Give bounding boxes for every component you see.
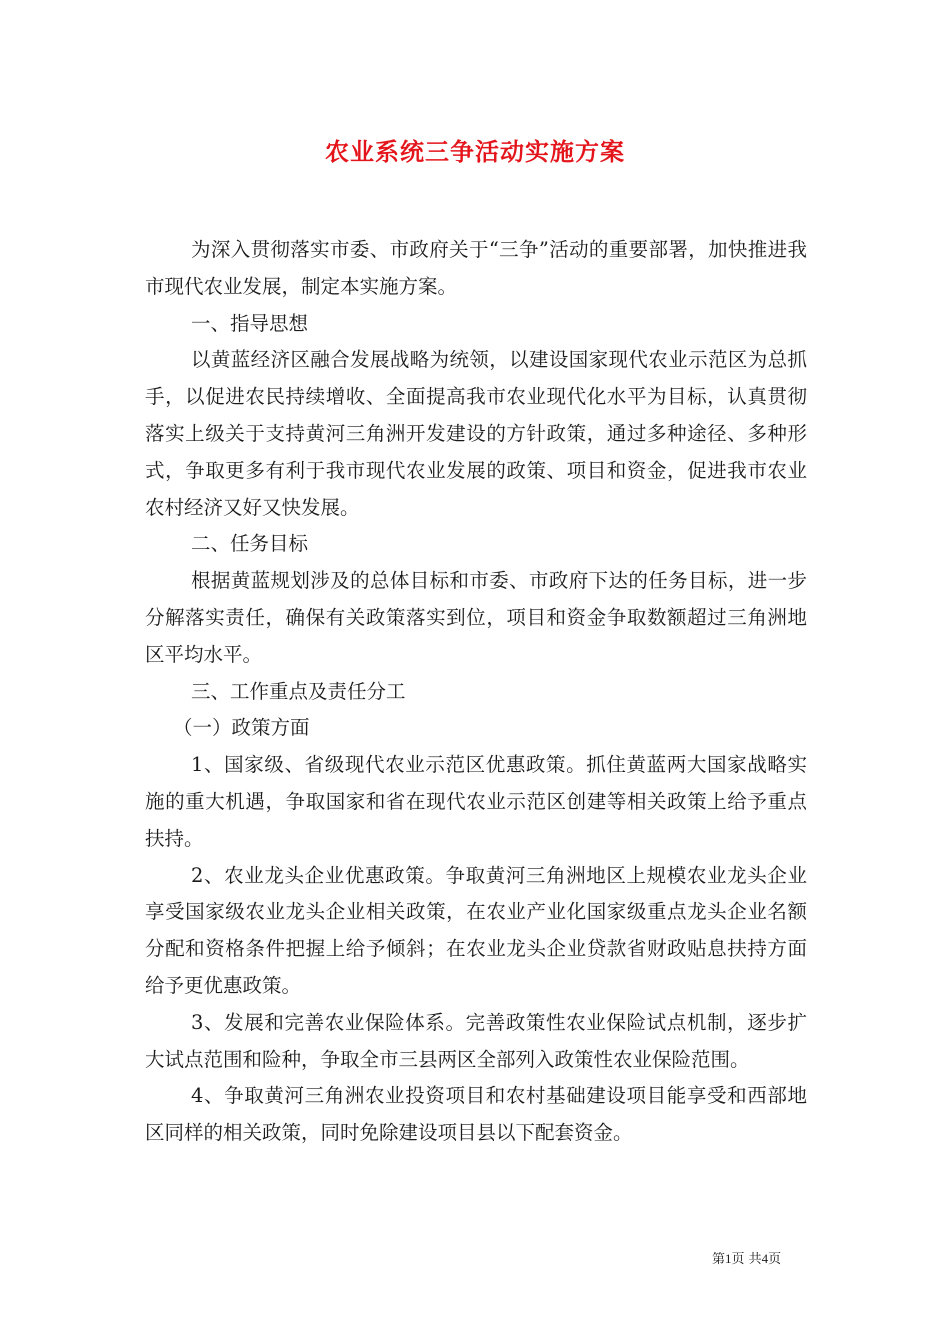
subheading-policy: （一）政策方面 [173, 716, 310, 740]
paragraph-intro: 为深入贯彻落实市委、市政府关于“三争”活动的重要部署，加快推进我市现代农业发展，制定本实施方案。 [145, 238, 807, 298]
heading-guiding-ideology: 一、指导思想 [191, 311, 309, 335]
heading-work-focus: 三、工作重点及责任分工 [191, 679, 406, 703]
paragraph-policy-item-2: 2、农业龙头企业优惠政策。争取黄河三角洲地区上规模农业龙头企业享受国家级农业龙头企业相关政策，在农业产业化国家级重点龙头企业名额分配和资格条件把握上给予倾斜；在农业龙头企业贷款省财政贴息扶持方面给予更优惠政策。 [145, 863, 807, 997]
footer-suffix: 页 [768, 1252, 782, 1267]
document-title: 农业系统三争活动实施方案 [325, 137, 625, 166]
footer-prefix: 第 [712, 1252, 726, 1267]
footer-middle: 页 共 [731, 1252, 762, 1267]
paragraph-guiding-ideology: 以黄蓝经济区融合发展战略为统领，以建设国家现代农业示范区为总抓手，以促进农民持续增收、全面提高我市农业现代化水平为目标，认真贯彻落实上级关于支持黄河三角洲开发建设的方针政策，通过多种途径、多种形式，争取更多有利于我市现代农业发展的政策、项目和资金，促进我市农业农村经济又好又快发展。 [145, 348, 807, 519]
paragraph-policy-item-1: 1、国家级、省级现代农业示范区优惠政策。抓住黄蓝两大国家战略实施的重大机遇，争取国家和省在现代农业示范区创建等相关政策上给予重点扶持。 [145, 753, 807, 850]
heading-task-goals: 二、任务目标 [191, 532, 309, 556]
paragraph-policy-item-3: 3、发展和完善农业保险体系。完善政策性农业保险试点机制，逐步扩大试点范围和险种，争取全市三县两区全部列入政策性农业保险范围。 [145, 1010, 807, 1071]
document-body [145, 232, 807, 1152]
paragraph-task-goals: 根据黄蓝规划涉及的总体目标和市委、市政府下达的任务目标，进一步分解落实责任，确保有关政策落实到位，项目和资金争取数额超过三角洲地区平均水平。 [145, 569, 807, 666]
page-number-footer [712, 1248, 781, 1267]
footer-total-pages: 4 [761, 1251, 769, 1266]
footer-current-page: 1 [725, 1251, 732, 1266]
paragraph-policy-item-4: 4、争取黄河三角洲农业投资项目和农村基础建设项目能享受和西部地区同样的相关政策，同时免除建设项目县以下配套资金。 [145, 1084, 807, 1145]
